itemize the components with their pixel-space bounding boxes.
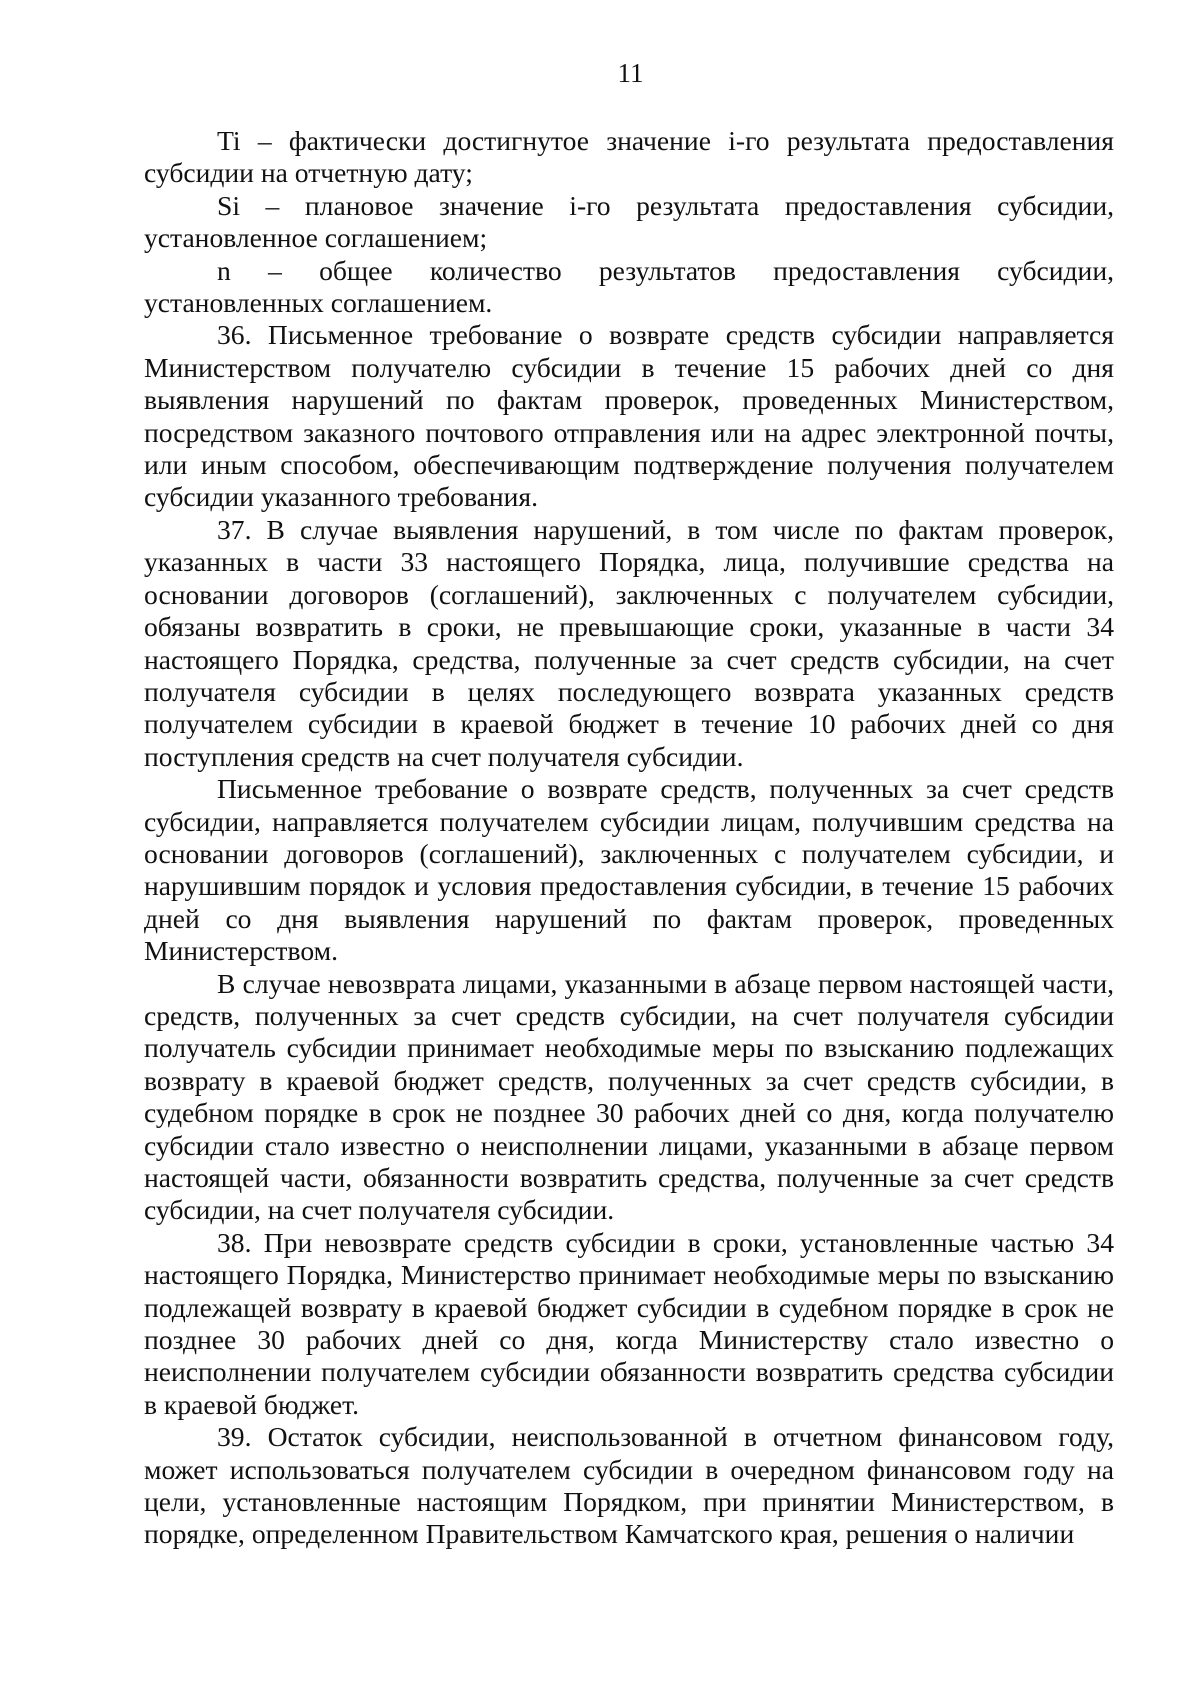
paragraph-37: 37. В случае выявления нарушений, в том числе по фактам проверок, указанных в части 33 настоящего Порядка, лица, получившие средства на основании договоров (соглашений), заключенных с получателем субсидии, обязаны возвратить в сроки, не превышающие сроки, указанные в части 34 настоящего Порядка, средства, полученные за счет средств субсидии, на счет получателя субсидии в целях последующего возврата указанных средств получателем субсидии в краевой бюджет в течение 10 рабочих дней со дня поступления средств на счет получателя субсидии. xyxy=(144,513,1114,772)
paragraph-39: 39. Остаток субсидии, неиспользованной в отчетном финансовом году, может использоваться получателем субсидии в очередном финансовом году на цели, установленные настоящим Порядком, при принятии Министерством, в порядке, определенном Правительством Камчатского края, решения о наличии xyxy=(144,1421,1114,1550)
paragraph-ti-definition: Ti – фактически достигнутое значение i-го результата предоставления субсидии на отчетную дату; xyxy=(144,125,1114,189)
page-number: 11 xyxy=(617,58,644,88)
paragraph-si-definition: Si – плановое значение i-го результата предоставления субсидии, установленное соглашением; xyxy=(144,189,1114,254)
paragraph-37-non-return: В случае невозврата лицами, указанными в абзаце первом настоящей части, средств, полученных за счет средств субсидии, на счет получателя субсидии получатель субсидии принимает необходимые меры по взысканию подлежащих возврату в краевой бюджет средств, полученных за счет средств субсидии, в судебном порядке в срок не позднее 30 рабочих дней со дня, когда получателю субсидии стало известно о неисполнении лицами, указанными в абзаце первом настоящей части, обязанности возвратить средства, полученные за счет средств субсидии, на счет получателя субсидии. xyxy=(144,967,1114,1226)
paragraph-n-definition: n – общее количество результатов предоставления субсидии, установленных соглашением. xyxy=(144,254,1114,319)
paragraph-37-written-demand: Письменное требование о возврате средств, полученных за счет средств субсидии, направляется получателем субсидии лицам, получившим средства на основании договоров (соглашений), заключенных с получателем субсидии, и нарушившим порядок и условия предоставления субсидии, в течение 15 рабочих дней со дня выявления нарушений по фактам проверок, проведенных Министерством. xyxy=(144,773,1114,967)
document-body xyxy=(144,125,1114,1551)
paragraph-36: 36. Письменное требование о возврате средств субсидии направляется Министерством получателю субсидии в течение 15 рабочих дней со дня выявления нарушений по фактам проверок, проведенных Министерством, посредством заказного почтового отправления или на адрес электронной почты, или иным способом, обеспечивающим подтверждение получения получателем субсидии указанного требования. xyxy=(144,319,1114,513)
paragraph-38: 38. При невозврате средств субсидии в сроки, установленные частью 34 настоящего Порядка, Министерство принимает необходимые меры по взысканию подлежащей возврату в краевой бюджет субсидии в судебном порядке в срок не позднее 30 рабочих дней со дня, когда Министерству стало известно о неисполнении получателем субсидии обязанности возвратить средства субсидии в краевой бюджет. xyxy=(144,1226,1114,1420)
